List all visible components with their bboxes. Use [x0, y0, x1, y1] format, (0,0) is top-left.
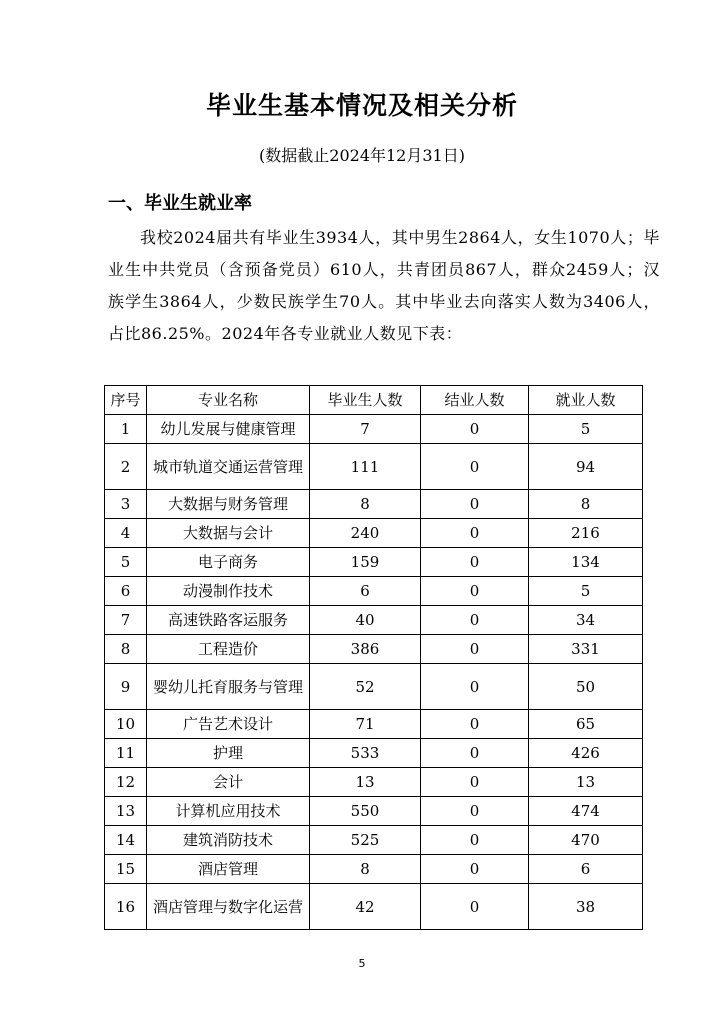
- cell-graduates: 159: [310, 548, 421, 577]
- cell-major: 建筑消防技术: [147, 826, 310, 855]
- table-row: [105, 635, 643, 664]
- cell-completions: 0: [421, 548, 529, 577]
- summary-paragraph: 我校2024届共有毕业生3934人，其中男生2864人，女生1070人；毕业生中共党员（含预备党员）610人，共青团员867人，群众2459人；汉族学生3864人，少数民族学生70人。其中毕业去向落实人数为3406人，占比86.25%。2024年各专业就业人数见下表：: [108, 228, 660, 343]
- cell-graduates: 7: [310, 415, 421, 444]
- cell-graduates: 550: [310, 797, 421, 826]
- cell-major: 护理: [147, 739, 310, 768]
- cell-employed: 134: [529, 548, 643, 577]
- table-row: [105, 884, 643, 930]
- cell-employed: 13: [529, 768, 643, 797]
- cell-graduates: 533: [310, 739, 421, 768]
- cell-employed: 94: [529, 444, 643, 490]
- page-title: 毕业生基本情况及相关分析: [205, 91, 518, 120]
- cell-employed: 470: [529, 826, 643, 855]
- cell-index: 12: [105, 768, 147, 797]
- cell-index: 1: [105, 415, 147, 444]
- page-number: 5: [358, 957, 366, 970]
- cell-graduates: 40: [310, 606, 421, 635]
- table-row: [105, 664, 643, 710]
- table-row: [105, 548, 643, 577]
- cell-employed: 6: [529, 855, 643, 884]
- cell-index: 2: [105, 444, 147, 490]
- cell-major: 会计: [147, 768, 310, 797]
- cell-index: 13: [105, 797, 147, 826]
- cell-graduates: 13: [310, 768, 421, 797]
- cell-employed: 216: [529, 519, 643, 548]
- cell-major: 工程造价: [147, 635, 310, 664]
- cell-index: 6: [105, 577, 147, 606]
- cell-completions: 0: [421, 797, 529, 826]
- cell-employed: 5: [529, 415, 643, 444]
- header-graduates: 毕业生人数: [310, 386, 421, 415]
- cell-major: 高速铁路客运服务: [147, 606, 310, 635]
- table-header-row: [105, 386, 643, 415]
- table-row: [105, 415, 643, 444]
- cell-employed: 34: [529, 606, 643, 635]
- cell-employed: 38: [529, 884, 643, 930]
- cell-employed: 426: [529, 739, 643, 768]
- cell-major: 广告艺术设计: [147, 710, 310, 739]
- cell-completions: 0: [421, 710, 529, 739]
- cell-major: 大数据与会计: [147, 519, 310, 548]
- table-row: [105, 739, 643, 768]
- employment-table: [104, 385, 643, 930]
- cell-completions: 0: [421, 519, 529, 548]
- section-heading: 一、毕业生就业率: [108, 193, 252, 214]
- cell-completions: 0: [421, 606, 529, 635]
- cell-graduates: 386: [310, 635, 421, 664]
- cell-major: 酒店管理: [147, 855, 310, 884]
- cell-major: 动漫制作技术: [147, 577, 310, 606]
- cell-major: 酒店管理与数字化运营: [147, 884, 310, 930]
- table-row: [105, 577, 643, 606]
- table-body: [105, 415, 643, 930]
- cell-completions: 0: [421, 444, 529, 490]
- cell-index: 15: [105, 855, 147, 884]
- cell-index: 11: [105, 739, 147, 768]
- cell-graduates: 525: [310, 826, 421, 855]
- cell-index: 14: [105, 826, 147, 855]
- header-major: 专业名称: [147, 386, 310, 415]
- cell-completions: 0: [421, 664, 529, 710]
- cell-major: 幼儿发展与健康管理: [147, 415, 310, 444]
- cell-completions: 0: [421, 490, 529, 519]
- cell-graduates: 8: [310, 855, 421, 884]
- header-completions: 结业人数: [421, 386, 529, 415]
- table-row: [105, 490, 643, 519]
- cell-graduates: 8: [310, 490, 421, 519]
- table-row: [105, 855, 643, 884]
- cell-graduates: 52: [310, 664, 421, 710]
- cell-major: 城市轨道交通运营管理: [147, 444, 310, 490]
- table-row: [105, 797, 643, 826]
- cell-graduates: 111: [310, 444, 421, 490]
- cell-completions: 0: [421, 415, 529, 444]
- table-row: [105, 519, 643, 548]
- cell-graduates: 240: [310, 519, 421, 548]
- cell-employed: 474: [529, 797, 643, 826]
- cell-employed: 8: [529, 490, 643, 519]
- cell-index: 9: [105, 664, 147, 710]
- header-employed: 就业人数: [529, 386, 643, 415]
- cell-completions: 0: [421, 884, 529, 930]
- table-row: [105, 606, 643, 635]
- table-row: [105, 826, 643, 855]
- cell-major: 电子商务: [147, 548, 310, 577]
- cell-employed: 65: [529, 710, 643, 739]
- cell-index: 8: [105, 635, 147, 664]
- cell-employed: 331: [529, 635, 643, 664]
- cell-graduates: 6: [310, 577, 421, 606]
- cell-graduates: 42: [310, 884, 421, 930]
- header-index: 序号: [105, 386, 147, 415]
- cell-completions: 0: [421, 855, 529, 884]
- cell-index: 5: [105, 548, 147, 577]
- cell-completions: 0: [421, 739, 529, 768]
- cell-major: 计算机应用技术: [147, 797, 310, 826]
- cell-completions: 0: [421, 768, 529, 797]
- cell-graduates: 71: [310, 710, 421, 739]
- date-note: (数据截止2024年12月31日): [259, 146, 465, 165]
- cell-major: 大数据与财务管理: [147, 490, 310, 519]
- table-row: [105, 710, 643, 739]
- cell-completions: 0: [421, 635, 529, 664]
- cell-employed: 5: [529, 577, 643, 606]
- table-row: [105, 444, 643, 490]
- cell-employed: 50: [529, 664, 643, 710]
- table-row: [105, 768, 643, 797]
- cell-major: 婴幼儿托育服务与管理: [147, 664, 310, 710]
- cell-index: 16: [105, 884, 147, 930]
- cell-index: 7: [105, 606, 147, 635]
- cell-index: 3: [105, 490, 147, 519]
- cell-completions: 0: [421, 577, 529, 606]
- cell-index: 4: [105, 519, 147, 548]
- cell-completions: 0: [421, 826, 529, 855]
- cell-index: 10: [105, 710, 147, 739]
